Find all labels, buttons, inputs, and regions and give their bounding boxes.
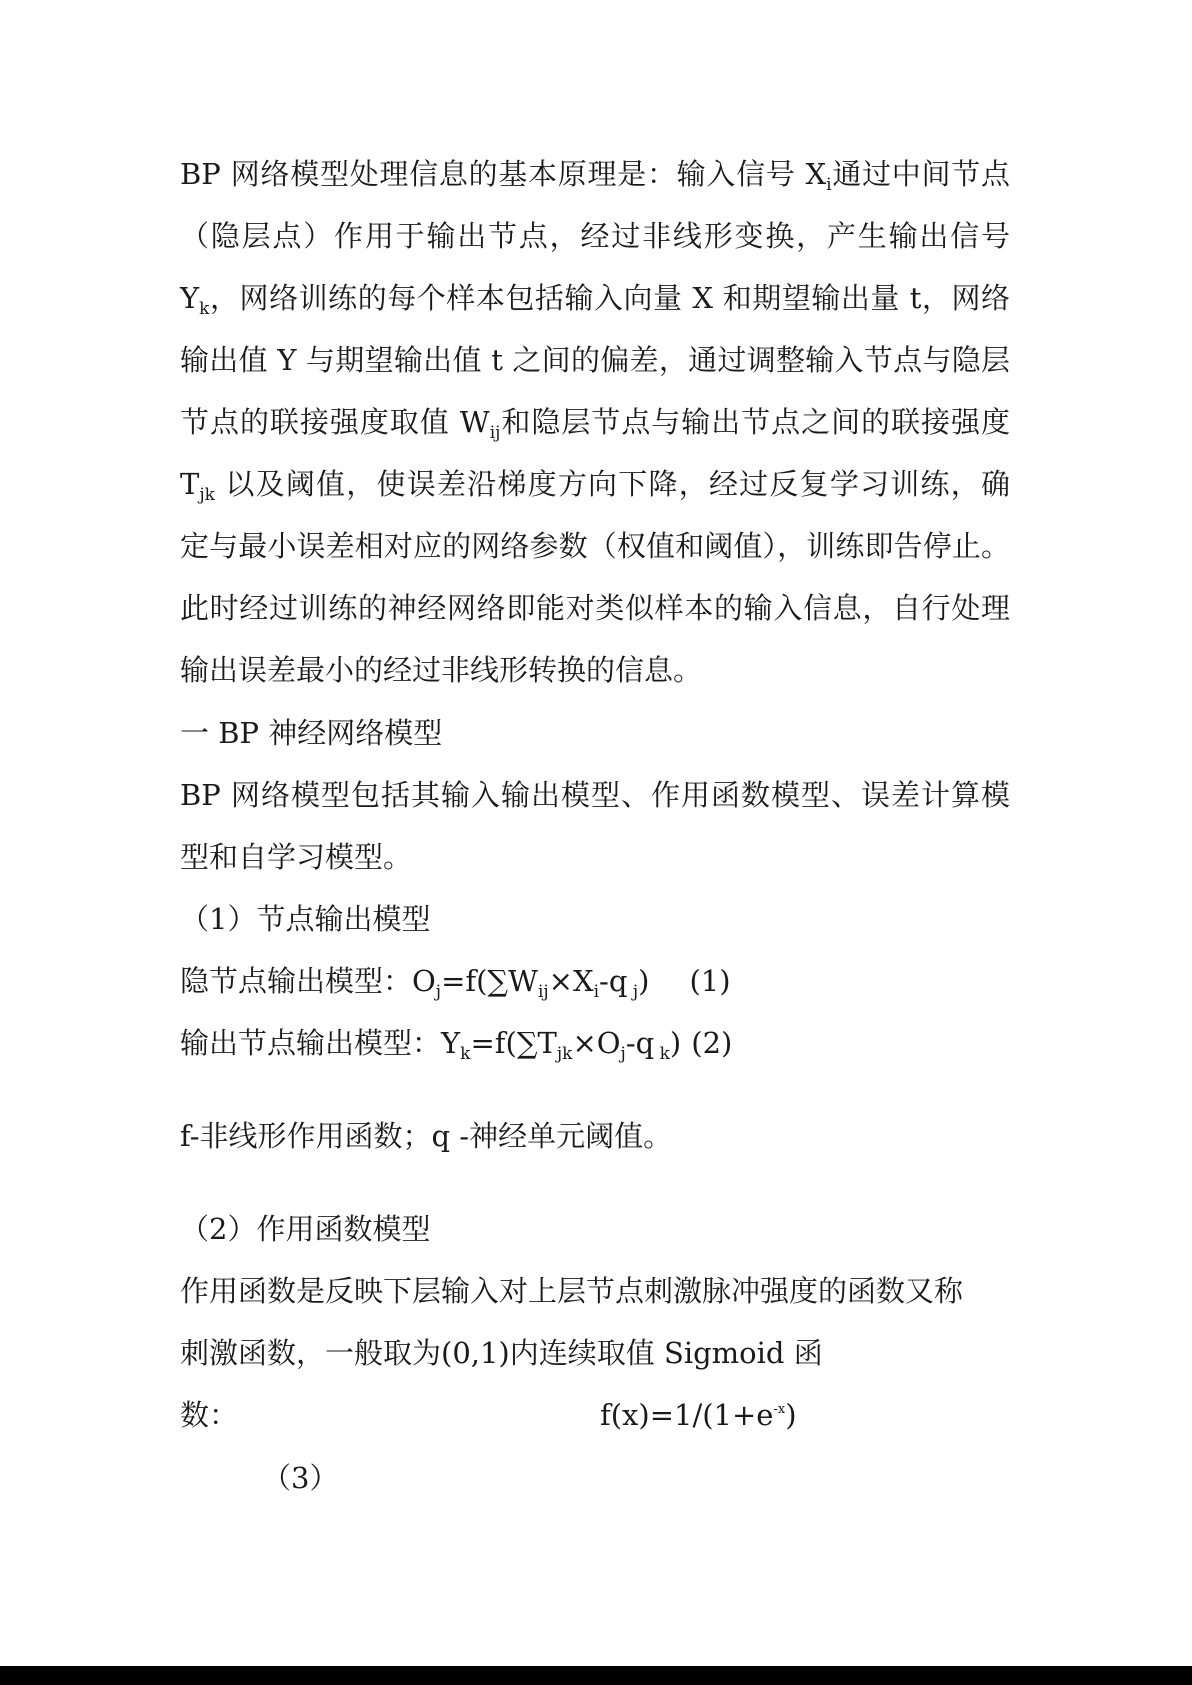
subheading-activation-function-model: （2）作用函数模型 [180,1212,431,1246]
para3-line2: 刺激函数，一般取为(0,1)内连续取值 Sigmoid 函 [180,1336,823,1370]
para1-line8: 此时经过训练的神经网络即能对类似样本的输入信息，自行处理 [180,591,1010,625]
para3-line1: 作用函数是反映下层输入对上层节点刺激脉冲强度的函数又称 [180,1274,964,1308]
para3-line3: 数： [180,1398,239,1432]
para1-line9: 输出误差最小的经过非线形转换的信息。 [180,653,703,687]
para1-line5: 节点的联接强度取值 $W_{ij}$和隐层节点与输出节点之间的联接强度 [180,405,1010,443]
formula-output-node-output: 输出节点输出模型：$Y_k=f(\sum T_{jk}\times O_j-q$ $_k$) (2) [180,1026,733,1064]
section-heading-bp-model: 一 BP 神经网络模型 [180,716,443,750]
para1-line6: $T_{jk}$ 以及阈值，使误差沿梯度方向下降，经过反复学习训练，确 [180,467,1010,505]
formula-hidden-node-output: 隐节点输出模型：$O_j=f(\sum W_{ij}\times X_i-q$ $_j$) (1) [180,964,731,1002]
para1-line2: （隐层点）作用于输出节点，经过非线形变换，产生输出信号 [180,219,1010,253]
para1-line4: 输出值 Y 与期望输出值 t 之间的偏差，通过调整输入节点与隐层 [180,343,1010,377]
para1-line3: $Y_k$，网络训练的每个样本包括输入向量 X 和期望输出量 t，网络 [180,281,1010,319]
para1-line1: BP 网络模型处理信息的基本原理是：输入信号 $X_i$通过中间节点 [180,157,1010,195]
formula-sigmoid: $f(x)=1/(1+e^{-x})$ [600,1398,797,1432]
equation-number-1: (1) [689,964,731,998]
equation-number-3: （3） [262,1461,339,1495]
subheading-node-output-model: （1）节点输出模型 [180,902,431,936]
para2-line2: 型和自学习模型。 [180,840,413,874]
para2-line1: BP 网络模型包括其输入输出模型、作用函数模型、误差计算模 [180,778,1010,812]
bottom-edge-bar [0,1666,1192,1685]
para1-line7: 定与最小误差相对应的网络参数（权值和阈值），训练即告停止。 [180,529,1010,563]
equation-number-2: (2) [691,1026,733,1060]
symbol-note: f-非线形作用函数；q -神经单元阈值。 [180,1119,673,1153]
